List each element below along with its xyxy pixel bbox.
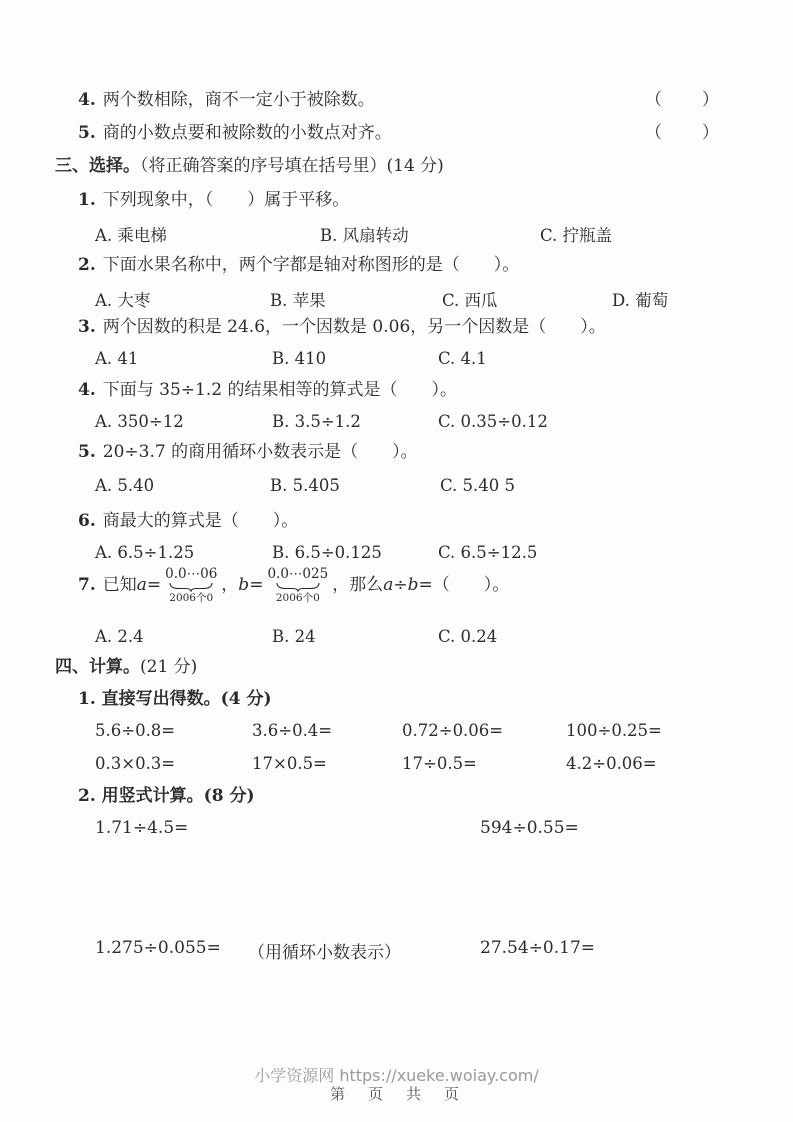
option-b: B. 5.4̇0̇5̇ (270, 476, 340, 495)
option-c: C. 0.35÷0.12 (438, 412, 548, 431)
question-text: 商最大的算式是（ ）。 (102, 511, 299, 531)
question-text-pre: 已知 (102, 575, 137, 596)
option-a: A. 41 (95, 349, 139, 368)
question-5 (78, 442, 418, 463)
fraction-a-label: 2006个0 (169, 591, 214, 604)
option-a: A. 2.4 (95, 627, 144, 646)
question-4 (78, 380, 457, 401)
fraction-b (267, 567, 328, 604)
question-6 (78, 511, 298, 532)
expression: 5.6÷0.8= (95, 721, 176, 740)
option-a: A. 350÷12 (95, 412, 184, 431)
question-2 (78, 255, 519, 276)
answer-bracket: （ ） (645, 123, 721, 143)
question-7-options (0, 627, 793, 651)
option-a: A. 乘电梯 (95, 226, 167, 245)
expression: 1.275÷0.055= (95, 938, 221, 958)
question-1-options (0, 222, 793, 246)
equals-sign: = (146, 575, 162, 596)
expression: 100÷0.25= (566, 721, 662, 740)
question-text: 下面与 35÷1.2 的结果相等的算式是（ ）。 (102, 380, 457, 400)
variable-b: b (238, 575, 250, 596)
question-number: 5. (78, 442, 96, 462)
question-2-options (0, 287, 793, 311)
section-title: 三、选择。 (55, 156, 140, 176)
question-4-options (0, 412, 793, 436)
equals-sign: = (249, 575, 264, 596)
question-text: 下列现象中，（ ）属于平移。 (102, 190, 350, 210)
expression-a-div-b: a÷b (383, 575, 419, 596)
section-title: 四、计算。 (55, 657, 140, 677)
vertical-calc-row-1 (0, 818, 793, 842)
variable-a: a (136, 575, 147, 596)
option-a: A. 6.5÷1.25 (95, 543, 195, 562)
item-text: 商的小数点要和被除数的小数点对齐。 (102, 123, 392, 143)
section-choice-heading (55, 156, 444, 177)
option-c: C. 4.1 (438, 349, 487, 368)
question-text: 下面水果名称中，两个字都是轴对称图形的是（ ）。 (102, 255, 520, 275)
option-b: B. 24 (272, 627, 316, 646)
section-calc-heading (55, 657, 197, 678)
mental-calc-row-1 (0, 721, 793, 745)
question-number: 4. (78, 380, 96, 400)
option-b: B. 风扇转动 (320, 226, 409, 245)
answer-bracket: （ ） (645, 90, 721, 110)
question-7 (78, 567, 509, 604)
question-3 (78, 317, 606, 338)
question-number: 2. (78, 255, 96, 275)
option-d: D. 葡萄 (612, 291, 669, 310)
option-c: C. 拧瓶盖 (540, 226, 613, 245)
judge-item-4 (78, 90, 721, 111)
question-number: 1. (78, 190, 96, 210)
footer-page-number: 第 页 共 页 (329, 1085, 463, 1103)
fraction-a-number: 0.0⋯06 (165, 566, 218, 582)
option-a: A. 大枣 (95, 291, 151, 310)
vertical-calc-label: 2. 用竖式计算。(8 分) (78, 786, 255, 806)
question-number: 3. (78, 317, 96, 337)
expression: 594÷0.55= (480, 818, 579, 838)
expression: 0.72÷0.06= (402, 721, 504, 740)
expression: 27.54÷0.17= (480, 938, 596, 958)
mental-calc-label: 1. 直接写出得数。(4 分) (78, 689, 272, 709)
underbrace-glyph (168, 583, 214, 592)
expression: 0.3×0.3= (95, 754, 176, 773)
option-c: C. 0.24 (438, 627, 498, 646)
vertical-calc-row-2 (0, 938, 793, 962)
item-number: 5. (78, 123, 96, 143)
question-number: 6. (78, 511, 96, 531)
option-a: A. 5.4̇0̇ (95, 476, 155, 495)
footer-site-text: 小学资源网 https://xueke.woiay.com/ (254, 1066, 539, 1085)
recurring-decimal-note: （用循环小数表示） (248, 943, 401, 963)
question-text-post: ，那么 (332, 575, 384, 596)
option-b: B. 3.5÷1.2 (272, 412, 361, 431)
question-5-options (0, 476, 793, 500)
judge-item-5 (78, 123, 721, 144)
question-text: 20÷3.7 的商用循环小数表示是（ ）。 (102, 442, 418, 462)
expression: 3.6÷0.4= (252, 721, 333, 740)
section-score: (21 分) (140, 657, 198, 677)
question-text-end: =（ ）。 (418, 575, 510, 596)
mental-calc-row-2 (0, 754, 793, 778)
expression: 4.2÷0.06= (566, 754, 657, 773)
option-c: C. 5.4̇0 5̇ (440, 476, 516, 495)
section-subtitle: （将正确答案的序号填在括号里）(14 分) (140, 156, 444, 176)
question-number: 7. (78, 575, 96, 596)
option-b: B. 6.5÷0.125 (272, 543, 382, 562)
option-b: B. 410 (272, 349, 327, 368)
question-text: 两个因数的积是 24.6，一个因数是 0.06，另一个因数是（ ）。 (102, 317, 606, 337)
expression: 17÷0.5= (402, 754, 477, 773)
question-6-options (0, 543, 793, 567)
option-b: B. 苹果 (270, 291, 326, 310)
underbrace-glyph (275, 583, 321, 592)
expression: 1.71÷4.5= (95, 818, 189, 838)
item-text: 两个数相除，商不一定小于被除数。 (102, 90, 375, 110)
expression: 17×0.5= (252, 754, 327, 773)
comma: ， (221, 575, 239, 596)
fraction-b-number: 0.0⋯025 (267, 566, 329, 582)
question-3-options (0, 349, 793, 373)
question-1 (78, 190, 349, 211)
item-number: 4. (78, 90, 96, 110)
option-c: C. 西瓜 (442, 291, 498, 310)
option-c: C. 6.5÷12.5 (438, 543, 538, 562)
fraction-a (165, 567, 217, 604)
fraction-b-label: 2006个0 (275, 591, 320, 604)
